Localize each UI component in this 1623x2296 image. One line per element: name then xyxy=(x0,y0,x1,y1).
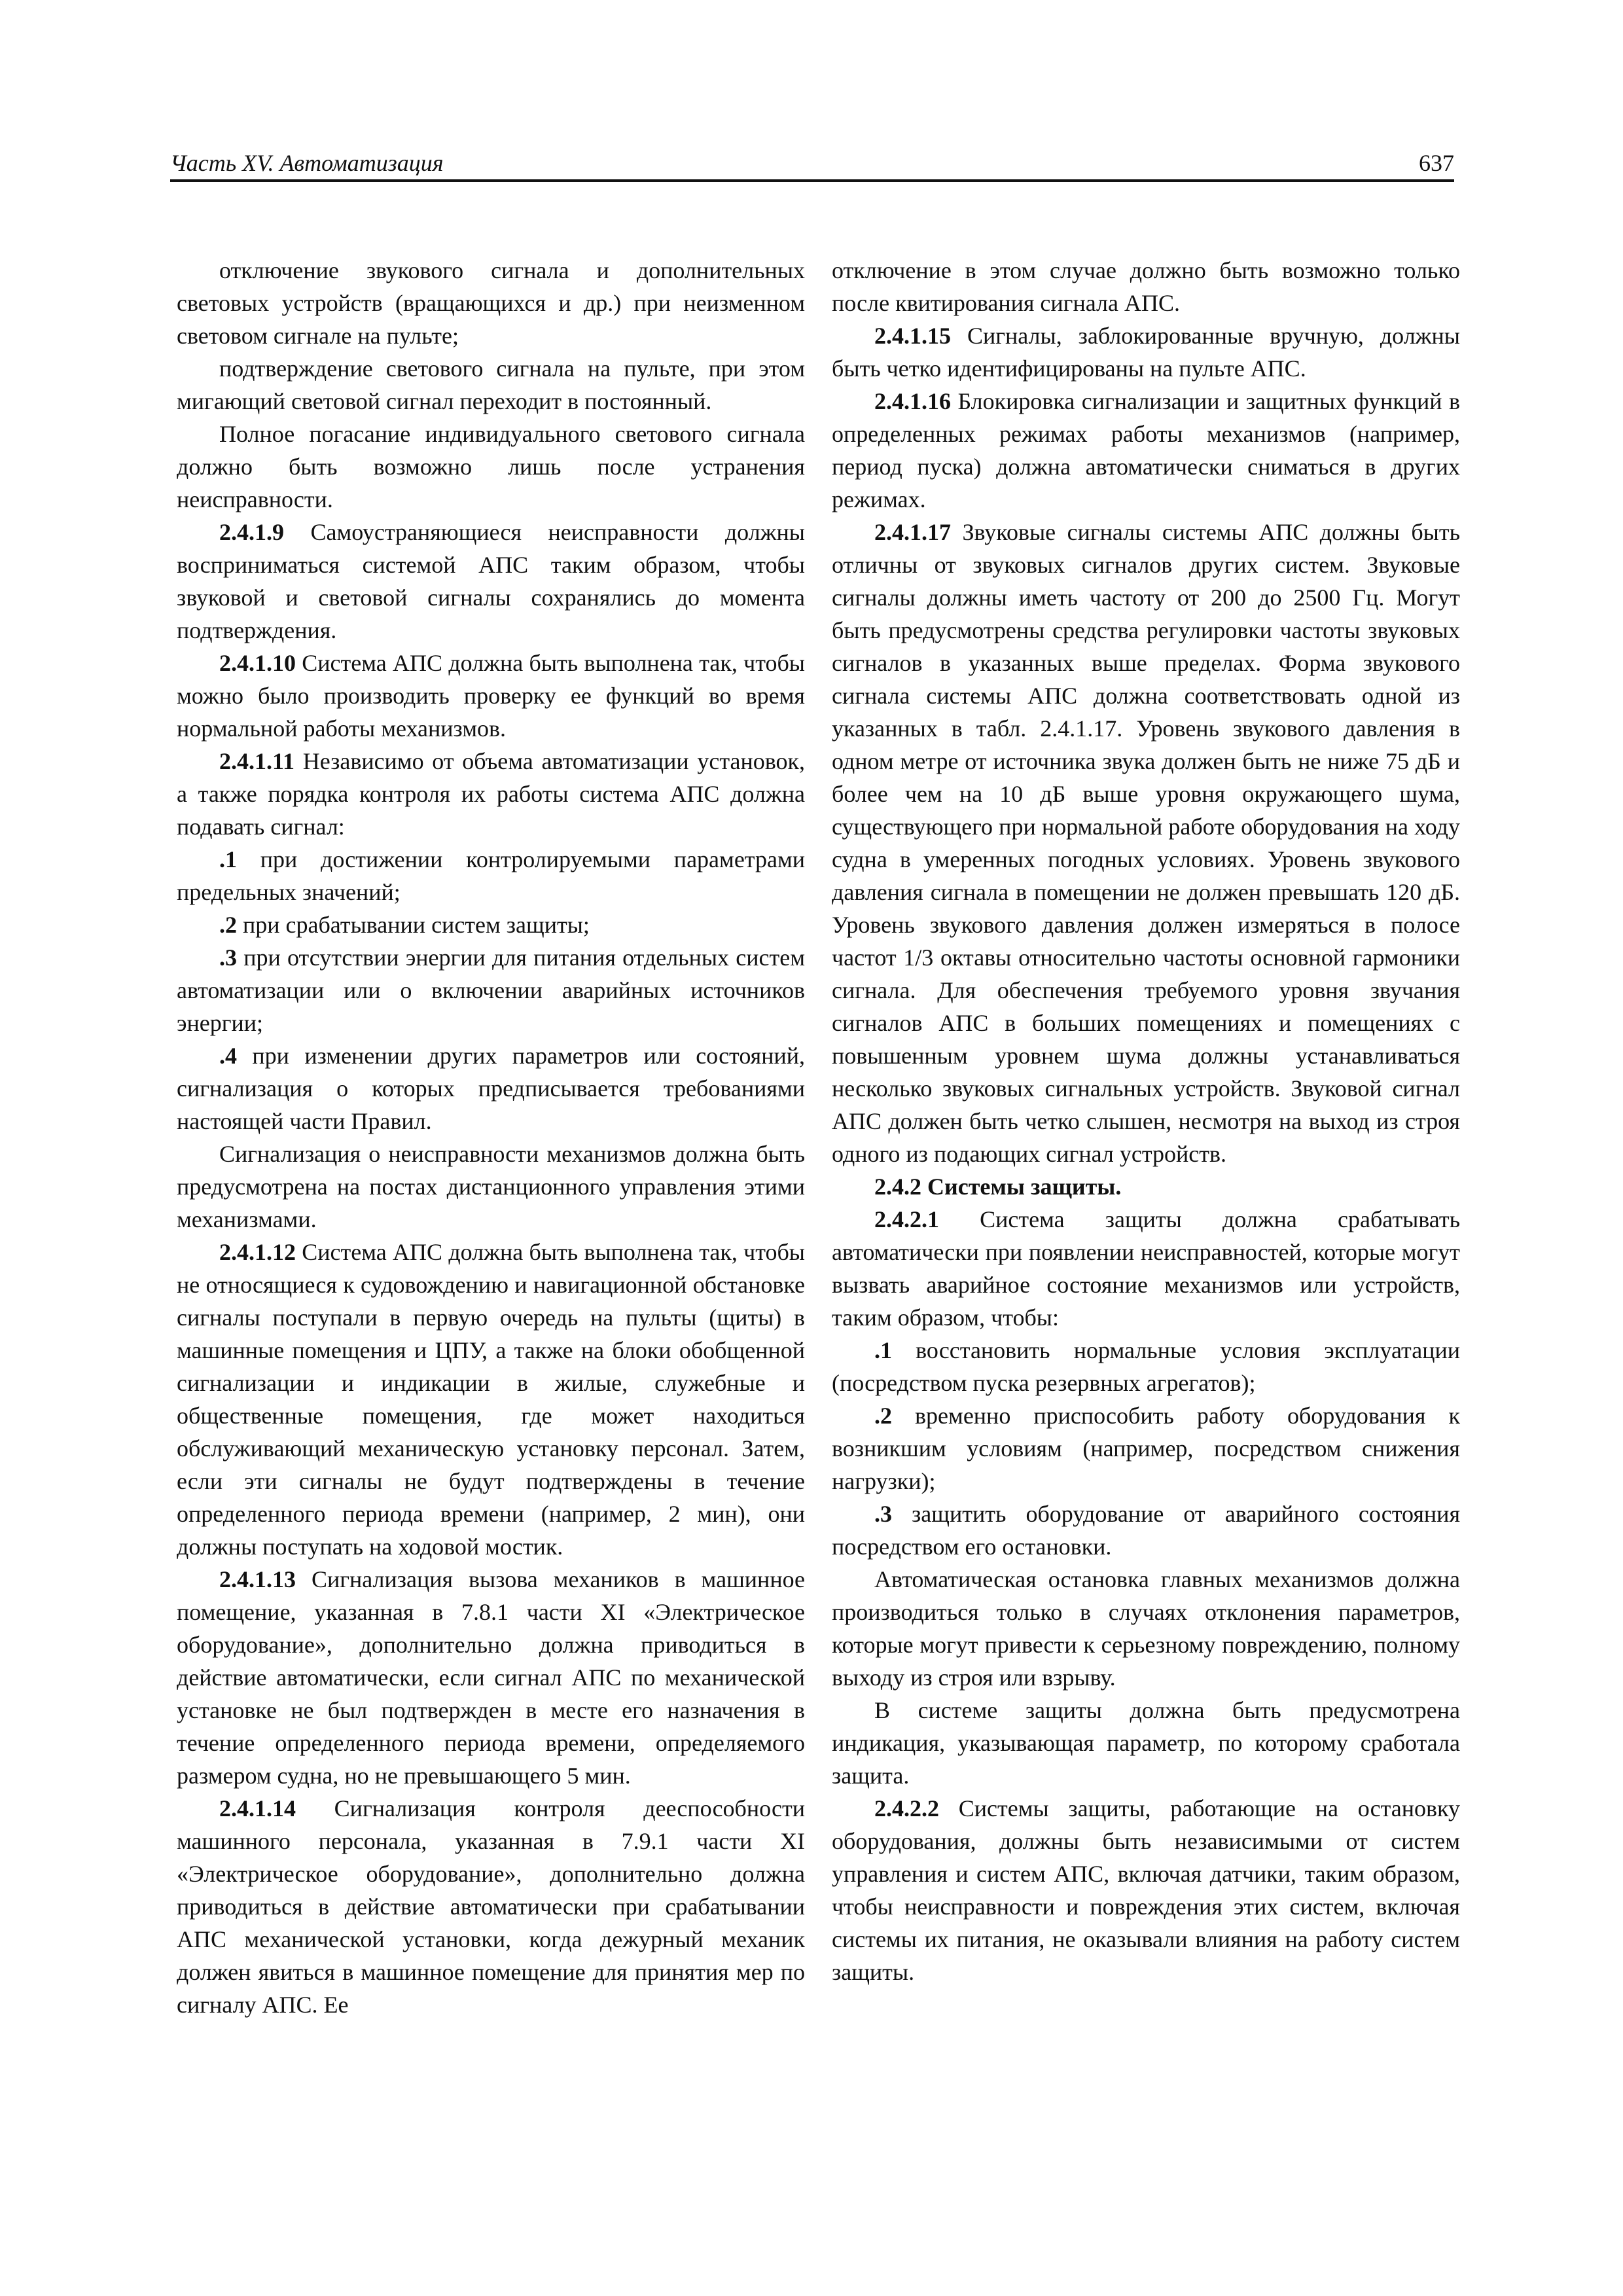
clause-number: 2.4.1.12 xyxy=(219,1239,296,1265)
list-item-text: восстановить нормальные условия эксплуатации (посредством пуска резервных агрегатов); xyxy=(832,1337,1460,1396)
paragraph xyxy=(177,418,805,516)
clause-number: 2.4.1.14 xyxy=(219,1795,296,1821)
paragraph-text: Система АПС должна быть выполнена так, чтобы можно было производить проверку ее функций во время нормальной работы механизмов. xyxy=(177,650,805,742)
paragraph xyxy=(177,647,805,745)
paragraph xyxy=(832,1203,1460,1334)
page-header xyxy=(170,139,1454,182)
paragraph xyxy=(832,319,1460,385)
paragraph-text: Автоматическая остановка главных механизмов должна производиться только в случаях отклонения параметров, которые могут привести к серьезному повреждению, полному выходу из строя или взрыву. xyxy=(832,1566,1460,1691)
paragraph-text: Полное погасание индивидуального светового сигнала должно быть возможно лишь после устранения неисправности. xyxy=(177,421,805,512)
paragraph xyxy=(832,516,1460,1170)
paragraph-text: подтверждение светового сигнала на пульте, при этом мигающий световой сигнал переходит в постоянный. xyxy=(177,355,805,414)
paragraph xyxy=(832,1792,1460,1988)
list-item xyxy=(832,1399,1460,1498)
paragraph-text: В системе защиты должна быть предусмотрена индикация, указывающая параметр, по которому сработала защита. xyxy=(832,1697,1460,1789)
list-item xyxy=(832,1334,1460,1399)
list-item-text: временно приспособить работу оборудования к возникшим условиям (например, посредством снижения нагрузки); xyxy=(832,1403,1460,1494)
clause-number: 2.4.1.10 xyxy=(219,650,296,676)
list-item-text: при достижении контролируемыми параметрами предельных значений; xyxy=(177,846,805,905)
list-number: .4 xyxy=(219,1043,237,1069)
paragraph-text: Сигнализация о неисправности механизмов должна быть предусмотрена на постах дистанционного управления этими механизмами. xyxy=(177,1141,805,1232)
section-heading xyxy=(832,1170,1460,1203)
paragraph xyxy=(177,516,805,647)
paragraph xyxy=(832,1694,1460,1792)
paragraph-text: Сигнализация вызова механиков в машинное помещение, указанная в 7.8.1 части XI «Электрическое оборудование», дополнительно должна приводиться в действие автоматически, если сигнал АПС по механической установке не был подтвержден в месте его назначения в течение определенного периода времени, определяемого размером судна, но не превышающего 5 мин. xyxy=(177,1566,805,1789)
list-item-text: при отсутствии энергии для питания отдельных систем автоматизации или о включении аварийных источников энергии; xyxy=(177,944,805,1036)
paragraph-text: Сигналы, заблокированные вручную, должны быть четко идентифицированы на пульте АПС. xyxy=(832,323,1460,382)
clause-number: 2.4.1.11 xyxy=(219,748,295,774)
clause-number: 2.4.2.1 xyxy=(874,1206,939,1232)
paragraph xyxy=(177,1792,805,2021)
right-column xyxy=(832,254,1460,1988)
list-number: .1 xyxy=(874,1337,892,1363)
paragraph-text: Система защиты должна срабатывать автоматически при появлении неисправностей, которые могут вызвать аварийное состояние механизмов или устройств, таким образом, чтобы: xyxy=(832,1206,1460,1331)
clause-number: 2.4.1.17 xyxy=(874,519,951,545)
paragraph-text: Независимо от объема автоматизации установок, а также порядка контроля их работы система АПС должна подавать сигнал: xyxy=(177,748,805,840)
paragraph xyxy=(177,1236,805,1563)
list-number: .2 xyxy=(874,1403,892,1429)
paragraph-text: Блокировка сигнализации и защитных функций в определенных режимах работы механизмов (например, период пуска) должна автоматически сниматься в других режимах. xyxy=(832,388,1460,512)
section-title: 2.4.2 Системы защиты. xyxy=(874,1174,1122,1200)
paragraph xyxy=(177,1138,805,1236)
paragraph-text: Звуковые сигналы системы АПС должны быть отличны от звуковых сигналов других систем. Звуковые сигналы должны иметь частоту от 200 до 2500 Гц. Могут быть предусмотрены средства регулировки частоты звуковых сигналов в указанных выше пределах. Форма звукового сигнала системы АПС должна соответствовать одной из указанных в табл. 2.4.1.17. Уровень звукового давления в одном метре от источника звука должен быть не ниже 75 дБ и более чем на 10 дБ выше уровня окружающего шума, существующего при нормальной работе оборудования на ходу судна в умеренных погодных условиях. Уровень звукового давления сигнала в помещении не должен превышать 120 дБ. Уровень звукового давления должен измеряться в полосе частот 1/3 октавы относительно частоты основной гармоники сигнала. Для обеспечения требуемого уровня звучания сигналов АПС в больших помещениях и помещениях с повышенным уровнем шума должны устанавливаться несколько звуковых сигнальных устройств. Звуковой сигнал АПС должен быть четко слышен, несмотря на выход из строя одного из подающих сигнал устройств. xyxy=(832,519,1460,1167)
paragraph-text: Системы защиты, работающие на остановку оборудования, должны быть независимыми от систем управления и систем АПС, включая датчики, таким образом, чтобы неисправности и повреждения этих систем, включая системы их питания, не оказывали влияния на работу систем защиты. xyxy=(832,1795,1460,1985)
list-item-text: при изменении других параметров или состояний, сигнализация о которых предписывается требованиями настоящей части Правил. xyxy=(177,1043,805,1134)
clause-number: 2.4.1.13 xyxy=(219,1566,296,1592)
page-number: 637 xyxy=(1419,150,1454,176)
paragraph xyxy=(832,254,1460,319)
running-title: Часть XV. Автоматизация xyxy=(170,150,444,176)
list-number: .3 xyxy=(874,1501,892,1527)
list-item xyxy=(177,843,805,908)
clause-number: 2.4.2.2 xyxy=(874,1795,939,1821)
paragraph xyxy=(832,385,1460,516)
list-item xyxy=(177,908,805,941)
paragraph xyxy=(177,1563,805,1792)
clause-number: 2.4.1.9 xyxy=(219,519,284,545)
list-item xyxy=(832,1498,1460,1563)
list-item xyxy=(177,941,805,1039)
paragraph-text: Система АПС должна быть выполнена так, чтобы не относящиеся к судовождению и навигационной обстановке сигналы поступали в первую очередь на пульты (щиты) в машинные помещения и ЦПУ, а также на блоки обобщенной сигнализации и индикации в жилые, служебные и общественные помещения, где может находиться обслуживающий механическую установку персонал. Затем, если эти сигналы не будут подтверждены в течение определенного периода времени (например, 2 мин), они должны поступать на ходовой мостик. xyxy=(177,1239,805,1560)
paragraph xyxy=(832,1563,1460,1694)
paragraph-text: Сигнализация контроля дееспособности машинного персонала, указанная в 7.9.1 части XI «Электрическое оборудование», дополнительно должна приводиться в действие автоматически при срабатывании АПС механической установки, когда дежурный механик должен явиться в машинное помещение для принятия мер по сигналу АПС. Ее xyxy=(177,1795,805,2018)
paragraph-text: Самоустраняющиеся неисправности должны восприниматься системой АПС таким образом, чтобы звуковой и световой сигналы сохранялись до момента подтверждения. xyxy=(177,519,805,643)
paragraph-text: отключение звукового сигнала и дополнительных световых устройств (вращающихся и др.) при неизменном световом сигнале на пульте; xyxy=(177,257,805,349)
list-item-text: при срабатывании систем защиты; xyxy=(237,912,590,938)
paragraph xyxy=(177,352,805,418)
clause-number: 2.4.1.15 xyxy=(874,323,951,349)
paragraph-text: отключение в этом случае должно быть возможно только после квитирования сигнала АПС. xyxy=(832,257,1460,316)
paragraph xyxy=(177,745,805,843)
list-number: .1 xyxy=(219,846,237,872)
clause-number: 2.4.1.16 xyxy=(874,388,951,414)
paragraph xyxy=(177,254,805,352)
list-item-text: защитить оборудование от аварийного состояния посредством его остановки. xyxy=(832,1501,1460,1560)
list-number: .2 xyxy=(219,912,237,938)
left-column xyxy=(177,254,805,2021)
list-number: .3 xyxy=(219,944,237,971)
list-item xyxy=(177,1039,805,1138)
